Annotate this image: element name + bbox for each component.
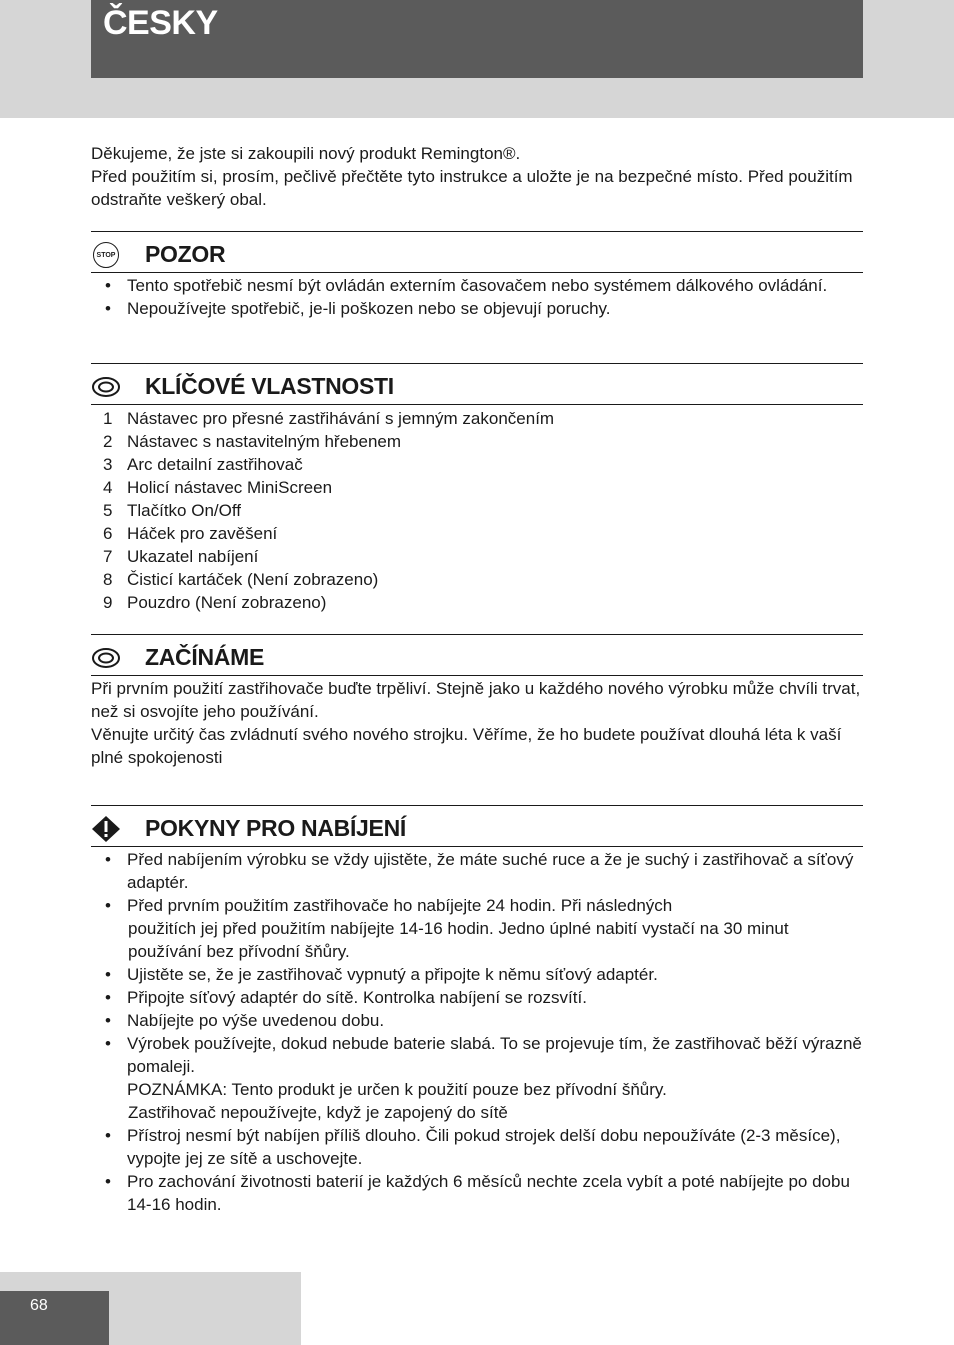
zaciname-text <box>91 677 863 769</box>
intro-line: Děkujeme, že jste si zakoupili nový produkt Remington®. <box>91 144 521 163</box>
section-header-vlastnosti <box>91 363 863 405</box>
list-item: 2 Nástavec s nastavitelným hřebenem <box>103 432 402 451</box>
page-title: ČESKY <box>103 4 218 42</box>
section-header-nabijeni <box>91 805 863 847</box>
list-item: • Před nabíjením výrobku se vždy ujistěte, že máte suché ruce a že je suchý i zastřihovač a síťový adaptér. <box>105 850 854 892</box>
list-item: • Před prvním použitím zastřihovače ho nabíjejte 24 hodin. Při následných <box>105 896 673 915</box>
list-item: • Nabíjejte po výše uvedenou dobu. <box>105 1011 385 1030</box>
pozor-list <box>91 274 863 320</box>
list-item: 3 Arc detailní zastřihovač <box>103 455 303 474</box>
section-title: POKYNY PRO NABÍJENÍ <box>145 815 406 841</box>
warning-diamond-icon <box>91 815 121 843</box>
list-item: 6 Háček pro zavěšení <box>103 524 278 543</box>
section-title: ZAČÍNÁME <box>145 644 264 670</box>
list-item: 4 Holicí nástavec MiniScreen <box>103 478 333 497</box>
stop-icon: STOP <box>91 241 121 269</box>
list-item: • Tento spotřebič nesmí být ovládán externím časovačem nebo systémem dálkového ovládání. <box>105 276 828 295</box>
list-item: 8 Čisticí kartáček (Není zobrazeno) <box>103 570 379 589</box>
page-number: 68 <box>30 1297 48 1314</box>
charging-list <box>91 848 863 1216</box>
section-title: POZOR <box>145 241 226 267</box>
list-item: • Přístroj nesmí být nabíjen příliš dlouho. Čili pokud strojek delší dobu nepoužíváte (2-3 měsíce), vypojte jej ze sítě a uschovejte. <box>105 1126 841 1168</box>
list-item: • Nepoužívejte spotřebič, je-li poškozen nebo se objevují poruchy. <box>105 299 611 318</box>
page-number-box <box>0 1291 109 1345</box>
list-item: • Připojte síťový adaptér do sítě. Kontrolka nabíjení se rozsvítí. <box>105 988 587 1007</box>
language-title-box <box>91 0 863 78</box>
list-item: • Pro zachování životnosti baterií je každých 6 měsíců nechte zcela vybít a poté nabíjejte po dobu 14-16 hodin. <box>105 1172 850 1214</box>
list-item: 1 Nástavec pro přesné zastřihávání s jemným zakončením <box>103 409 555 428</box>
section-header-pozor <box>91 231 863 273</box>
list-item: • Výrobek používejte, dokud nebude baterie slabá. To se projevuje tím, že zastřihovač běží výrazně pomaleji. <box>105 1034 862 1076</box>
intro-text <box>91 142 863 211</box>
section-header-zaciname <box>91 634 863 676</box>
paragraph: Věnujte určitý čas zvládnutí svého nového strojku. Věříme, že ho budete používat dlouhá léta k vaší plné spokojenosti <box>91 725 842 767</box>
list-item: • Ujistěte se, že je zastřihovač vypnutý a připojte k němu síťový adaptér. <box>105 965 658 984</box>
section-title: KLÍČOVÉ VLASTNOSTI <box>145 373 394 399</box>
list-item: 9 Pouzdro (Není zobrazeno) <box>103 593 327 612</box>
c-circle-icon <box>91 644 121 672</box>
list-item: POZNÁMKA: Tento produkt je určen k použití pouze bez přívodní šňůry. <box>127 1080 667 1099</box>
paragraph: Při prvním použití zastřihovače buďte trpěliví. Stejně jako u každého nového výrobku může chvíli trvat, než si osvojíte jeho používání. <box>91 679 861 721</box>
list-item: 5 Tlačítko On/Off <box>103 501 242 520</box>
features-list <box>91 407 863 614</box>
list-item: použitích jej před použitím nabíjejte 14-16 hodin. Jedno úplné nabití vystačí na 30 minut používání bez přívodní šňůry. <box>128 919 789 961</box>
list-item: Zastřihovač nepoužívejte, když je zapojený do sítě <box>128 1103 508 1122</box>
c-circle-icon <box>91 373 121 401</box>
intro-line: Před použitím si, prosím, pečlivě přečtěte tyto instrukce a uložte je na bezpečné místo. Před použitím odstraňte veškerý obal. <box>91 167 853 209</box>
list-item: 7 Ukazatel nabíjení <box>103 547 259 566</box>
